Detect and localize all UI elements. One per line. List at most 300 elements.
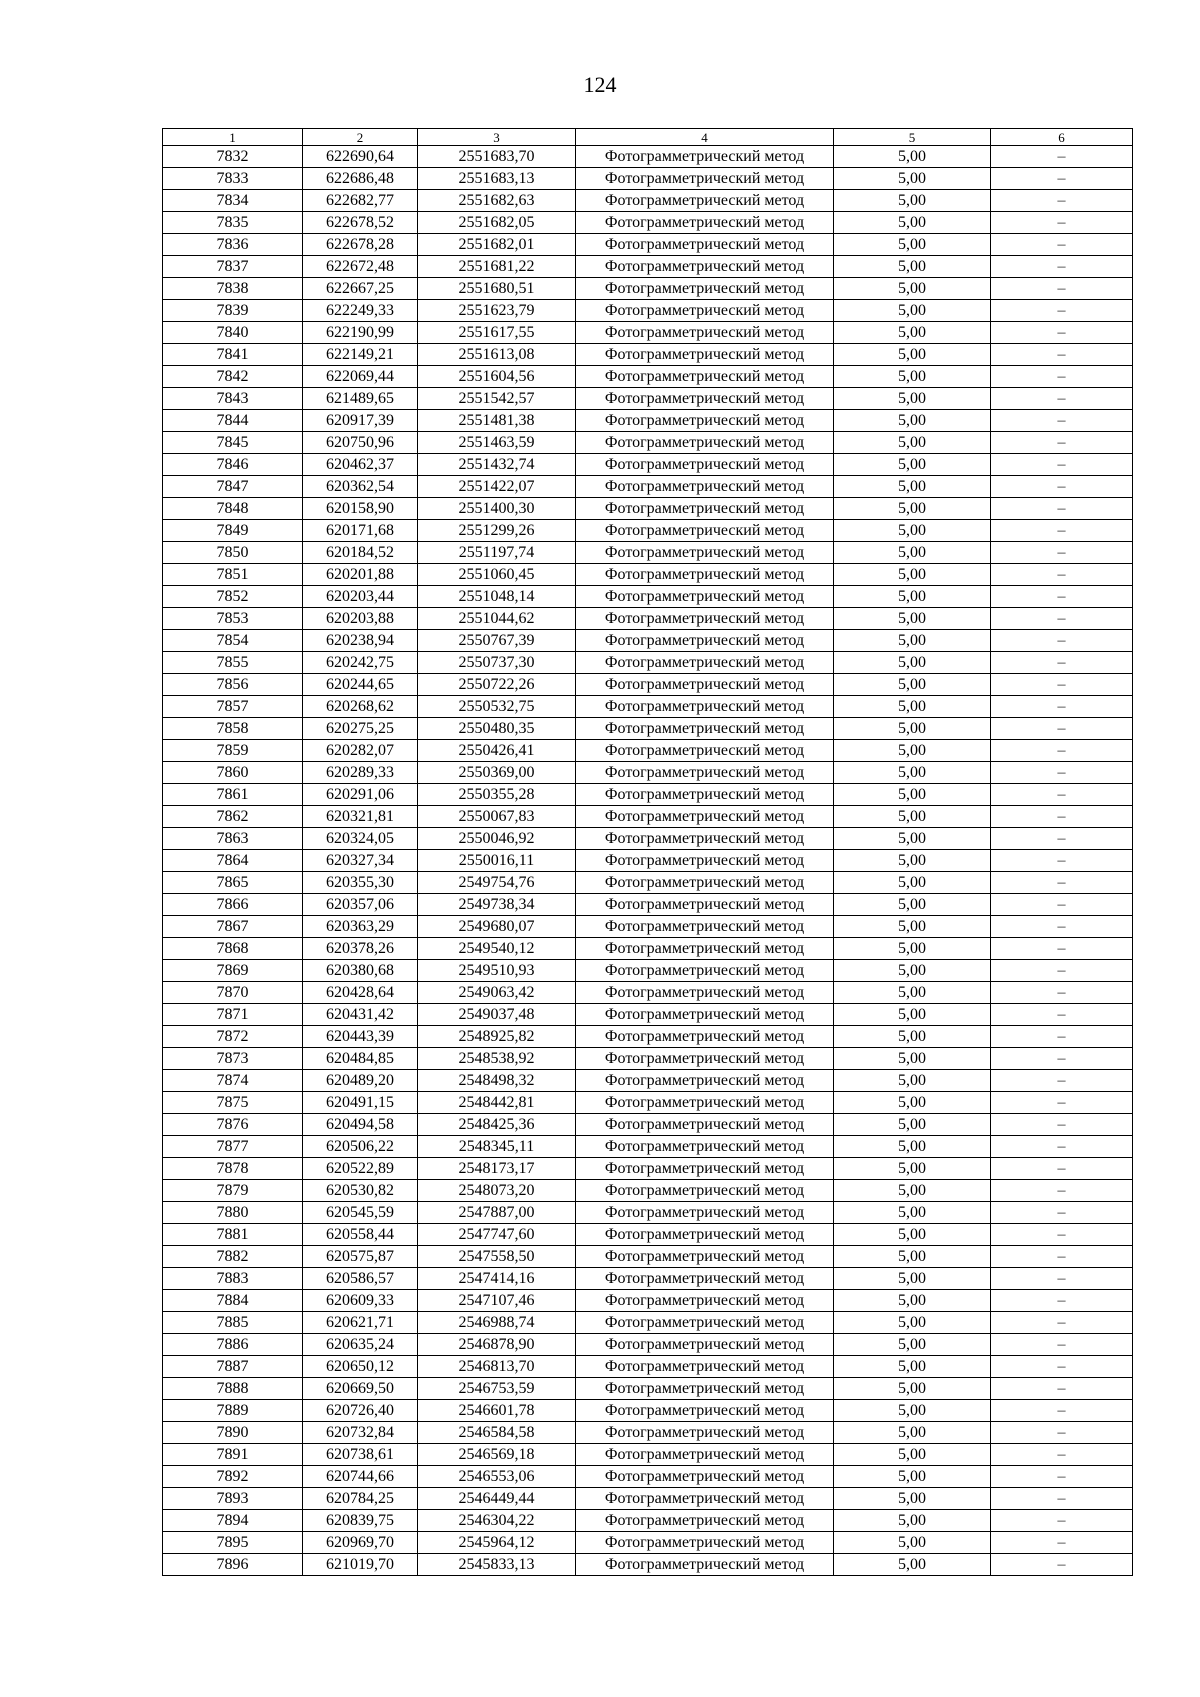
accuracy-cell: 5,00 <box>834 1246 991 1268</box>
y-coordinate-cell: 2549680,07 <box>418 916 576 938</box>
empty-cell: – <box>991 850 1133 872</box>
x-coordinate-cell: 620158,90 <box>303 498 418 520</box>
method-cell: Фотограмметрический метод <box>576 982 834 1004</box>
table-row <box>163 1048 1133 1070</box>
point-number-cell: 7886 <box>163 1334 303 1356</box>
method-cell: Фотограмметрический метод <box>576 850 834 872</box>
accuracy-cell: 5,00 <box>834 542 991 564</box>
y-coordinate-cell: 2548425,36 <box>418 1114 576 1136</box>
x-coordinate-cell: 620380,68 <box>303 960 418 982</box>
empty-cell: – <box>991 322 1133 344</box>
method-cell: Фотограмметрический метод <box>576 1092 834 1114</box>
accuracy-cell: 5,00 <box>834 1202 991 1224</box>
y-coordinate-cell: 2549738,34 <box>418 894 576 916</box>
empty-cell: – <box>991 982 1133 1004</box>
y-coordinate-cell: 2548498,32 <box>418 1070 576 1092</box>
accuracy-cell: 5,00 <box>834 1048 991 1070</box>
method-cell: Фотограмметрический метод <box>576 212 834 234</box>
y-coordinate-cell: 2548925,82 <box>418 1026 576 1048</box>
accuracy-cell: 5,00 <box>834 784 991 806</box>
y-coordinate-cell: 2551299,26 <box>418 520 576 542</box>
y-coordinate-cell: 2551044,62 <box>418 608 576 630</box>
x-coordinate-cell: 620201,88 <box>303 564 418 586</box>
y-coordinate-cell: 2551060,45 <box>418 564 576 586</box>
x-coordinate-cell: 620378,26 <box>303 938 418 960</box>
table-row <box>163 1224 1133 1246</box>
method-cell: Фотограмметрический метод <box>576 674 834 696</box>
accuracy-cell: 5,00 <box>834 212 991 234</box>
y-coordinate-cell: 2550369,00 <box>418 762 576 784</box>
accuracy-cell: 5,00 <box>834 1554 991 1576</box>
accuracy-cell: 5,00 <box>834 982 991 1004</box>
accuracy-cell: 5,00 <box>834 1334 991 1356</box>
y-coordinate-cell: 2551463,59 <box>418 432 576 454</box>
table-row <box>163 1290 1133 1312</box>
table-row <box>163 674 1133 696</box>
table-row <box>163 498 1133 520</box>
empty-cell: – <box>991 1070 1133 1092</box>
empty-cell: – <box>991 1246 1133 1268</box>
accuracy-cell: 5,00 <box>834 894 991 916</box>
method-cell: Фотограмметрический метод <box>576 498 834 520</box>
point-number-cell: 7884 <box>163 1290 303 1312</box>
accuracy-cell: 5,00 <box>834 828 991 850</box>
x-coordinate-cell: 620744,66 <box>303 1466 418 1488</box>
x-coordinate-cell: 620443,39 <box>303 1026 418 1048</box>
y-coordinate-cell: 2551683,13 <box>418 168 576 190</box>
y-coordinate-cell: 2550016,11 <box>418 850 576 872</box>
table-row <box>163 432 1133 454</box>
empty-cell: – <box>991 1114 1133 1136</box>
point-number-cell: 7895 <box>163 1532 303 1554</box>
x-coordinate-cell: 620545,59 <box>303 1202 418 1224</box>
point-number-cell: 7837 <box>163 256 303 278</box>
x-coordinate-cell: 620428,64 <box>303 982 418 1004</box>
header-cell-2: 2 <box>303 129 418 146</box>
x-coordinate-cell: 620355,30 <box>303 872 418 894</box>
y-coordinate-cell: 2551048,14 <box>418 586 576 608</box>
method-cell: Фотограмметрический метод <box>576 1444 834 1466</box>
x-coordinate-cell: 621019,70 <box>303 1554 418 1576</box>
empty-cell: – <box>991 916 1133 938</box>
method-cell: Фотограмметрический метод <box>576 190 834 212</box>
y-coordinate-cell: 2551422,07 <box>418 476 576 498</box>
accuracy-cell: 5,00 <box>834 762 991 784</box>
accuracy-cell: 5,00 <box>834 1532 991 1554</box>
empty-cell: – <box>991 894 1133 916</box>
point-number-cell: 7839 <box>163 300 303 322</box>
table-row <box>163 938 1133 960</box>
page-number: 124 <box>583 72 617 97</box>
table-row <box>163 1092 1133 1114</box>
accuracy-cell: 5,00 <box>834 1136 991 1158</box>
header-cell-4: 4 <box>576 129 834 146</box>
point-number-cell: 7843 <box>163 388 303 410</box>
point-number-cell: 7871 <box>163 1004 303 1026</box>
point-number-cell: 7851 <box>163 564 303 586</box>
point-number-cell: 7885 <box>163 1312 303 1334</box>
accuracy-cell: 5,00 <box>834 740 991 762</box>
empty-cell: – <box>991 718 1133 740</box>
empty-cell: – <box>991 344 1133 366</box>
y-coordinate-cell: 2546304,22 <box>418 1510 576 1532</box>
method-cell: Фотограмметрический метод <box>576 740 834 762</box>
y-coordinate-cell: 2551682,63 <box>418 190 576 212</box>
table-row <box>163 1070 1133 1092</box>
point-number-cell: 7848 <box>163 498 303 520</box>
method-cell: Фотограмметрический метод <box>576 278 834 300</box>
empty-cell: – <box>991 1224 1133 1246</box>
x-coordinate-cell: 620669,50 <box>303 1378 418 1400</box>
header-cell-3: 3 <box>418 129 576 146</box>
empty-cell: – <box>991 498 1133 520</box>
method-cell: Фотограмметрический метод <box>576 1114 834 1136</box>
y-coordinate-cell: 2551542,57 <box>418 388 576 410</box>
y-coordinate-cell: 2551613,08 <box>418 344 576 366</box>
accuracy-cell: 5,00 <box>834 410 991 432</box>
x-coordinate-cell: 620291,06 <box>303 784 418 806</box>
empty-cell: – <box>991 1268 1133 1290</box>
y-coordinate-cell: 2546553,06 <box>418 1466 576 1488</box>
method-cell: Фотограмметрический метод <box>576 652 834 674</box>
method-cell: Фотограмметрический метод <box>576 828 834 850</box>
x-coordinate-cell: 620491,15 <box>303 1092 418 1114</box>
table-row <box>163 894 1133 916</box>
y-coordinate-cell: 2550767,39 <box>418 630 576 652</box>
header-cell-5: 5 <box>834 129 991 146</box>
empty-cell: – <box>991 256 1133 278</box>
table-row <box>163 1026 1133 1048</box>
table-row <box>163 1202 1133 1224</box>
method-cell: Фотограмметрический метод <box>576 1334 834 1356</box>
empty-cell: – <box>991 784 1133 806</box>
y-coordinate-cell: 2546569,18 <box>418 1444 576 1466</box>
x-coordinate-cell: 620726,40 <box>303 1400 418 1422</box>
x-coordinate-cell: 622249,33 <box>303 300 418 322</box>
y-coordinate-cell: 2548538,92 <box>418 1048 576 1070</box>
point-number-cell: 7872 <box>163 1026 303 1048</box>
method-cell: Фотограмметрический метод <box>576 718 834 740</box>
empty-cell: – <box>991 1048 1133 1070</box>
method-cell: Фотограмметрический метод <box>576 872 834 894</box>
method-cell: Фотограмметрический метод <box>576 366 834 388</box>
point-number-cell: 7856 <box>163 674 303 696</box>
empty-cell: – <box>991 300 1133 322</box>
y-coordinate-cell: 2546813,70 <box>418 1356 576 1378</box>
y-coordinate-cell: 2546988,74 <box>418 1312 576 1334</box>
accuracy-cell: 5,00 <box>834 938 991 960</box>
x-coordinate-cell: 620489,20 <box>303 1070 418 1092</box>
y-coordinate-cell: 2550722,26 <box>418 674 576 696</box>
empty-cell: – <box>991 1444 1133 1466</box>
accuracy-cell: 5,00 <box>834 586 991 608</box>
method-cell: Фотограмметрический метод <box>576 1268 834 1290</box>
accuracy-cell: 5,00 <box>834 564 991 586</box>
x-coordinate-cell: 622190,99 <box>303 322 418 344</box>
x-coordinate-cell: 620462,37 <box>303 454 418 476</box>
header-cell-1: 1 <box>163 129 303 146</box>
y-coordinate-cell: 2549754,76 <box>418 872 576 894</box>
point-number-cell: 7864 <box>163 850 303 872</box>
accuracy-cell: 5,00 <box>834 146 991 168</box>
point-number-cell: 7877 <box>163 1136 303 1158</box>
y-coordinate-cell: 2550480,35 <box>418 718 576 740</box>
method-cell: Фотограмметрический метод <box>576 344 834 366</box>
x-coordinate-cell: 622690,64 <box>303 146 418 168</box>
table-row <box>163 300 1133 322</box>
y-coordinate-cell: 2550355,28 <box>418 784 576 806</box>
empty-cell: – <box>991 1378 1133 1400</box>
point-number-cell: 7847 <box>163 476 303 498</box>
method-cell: Фотограмметрический метод <box>576 1422 834 1444</box>
table-row <box>163 212 1133 234</box>
point-number-cell: 7888 <box>163 1378 303 1400</box>
x-coordinate-cell: 620586,57 <box>303 1268 418 1290</box>
x-coordinate-cell: 620484,85 <box>303 1048 418 1070</box>
header-row <box>163 129 1133 146</box>
empty-cell: – <box>991 1202 1133 1224</box>
table-row <box>163 256 1133 278</box>
x-coordinate-cell: 622672,48 <box>303 256 418 278</box>
empty-cell: – <box>991 872 1133 894</box>
method-cell: Фотограмметрический метод <box>576 1004 834 1026</box>
y-coordinate-cell: 2551197,74 <box>418 542 576 564</box>
y-coordinate-cell: 2550737,30 <box>418 652 576 674</box>
method-cell: Фотограмметрический метод <box>576 894 834 916</box>
y-coordinate-cell: 2551680,51 <box>418 278 576 300</box>
x-coordinate-cell: 622682,77 <box>303 190 418 212</box>
point-number-cell: 7896 <box>163 1554 303 1576</box>
point-number-cell: 7880 <box>163 1202 303 1224</box>
table-row <box>163 366 1133 388</box>
y-coordinate-cell: 2546878,90 <box>418 1334 576 1356</box>
empty-cell: – <box>991 1026 1133 1048</box>
table-row <box>163 1378 1133 1400</box>
method-cell: Фотограмметрический метод <box>576 542 834 564</box>
method-cell: Фотограмметрический метод <box>576 234 834 256</box>
x-coordinate-cell: 621489,65 <box>303 388 418 410</box>
accuracy-cell: 5,00 <box>834 1466 991 1488</box>
x-coordinate-cell: 620522,89 <box>303 1158 418 1180</box>
empty-cell: – <box>991 652 1133 674</box>
table-row <box>163 1532 1133 1554</box>
table-row <box>163 1510 1133 1532</box>
accuracy-cell: 5,00 <box>834 1180 991 1202</box>
y-coordinate-cell: 2551432,74 <box>418 454 576 476</box>
table-row <box>163 234 1133 256</box>
accuracy-cell: 5,00 <box>834 1070 991 1092</box>
accuracy-cell: 5,00 <box>834 1004 991 1026</box>
point-number-cell: 7834 <box>163 190 303 212</box>
point-number-cell: 7845 <box>163 432 303 454</box>
point-number-cell: 7868 <box>163 938 303 960</box>
y-coordinate-cell: 2549510,93 <box>418 960 576 982</box>
accuracy-cell: 5,00 <box>834 1378 991 1400</box>
method-cell: Фотограмметрический метод <box>576 1554 834 1576</box>
x-coordinate-cell: 620275,25 <box>303 718 418 740</box>
x-coordinate-cell: 620750,96 <box>303 432 418 454</box>
table-row <box>163 1180 1133 1202</box>
empty-cell: – <box>991 1312 1133 1334</box>
x-coordinate-cell: 620839,75 <box>303 1510 418 1532</box>
table-row <box>163 322 1133 344</box>
y-coordinate-cell: 2551682,05 <box>418 212 576 234</box>
accuracy-cell: 5,00 <box>834 674 991 696</box>
table-row <box>163 454 1133 476</box>
y-coordinate-cell: 2551681,22 <box>418 256 576 278</box>
method-cell: Фотограмметрический метод <box>576 696 834 718</box>
accuracy-cell: 5,00 <box>834 454 991 476</box>
x-coordinate-cell: 620327,34 <box>303 850 418 872</box>
point-number-cell: 7838 <box>163 278 303 300</box>
y-coordinate-cell: 2550046,92 <box>418 828 576 850</box>
y-coordinate-cell: 2547558,50 <box>418 1246 576 1268</box>
point-number-cell: 7835 <box>163 212 303 234</box>
table-row <box>163 960 1133 982</box>
point-number-cell: 7842 <box>163 366 303 388</box>
y-coordinate-cell: 2546753,59 <box>418 1378 576 1400</box>
method-cell: Фотограмметрический метод <box>576 1290 834 1312</box>
y-coordinate-cell: 2547747,60 <box>418 1224 576 1246</box>
method-cell: Фотограмметрический метод <box>576 806 834 828</box>
table-row <box>163 1268 1133 1290</box>
y-coordinate-cell: 2551400,30 <box>418 498 576 520</box>
accuracy-cell: 5,00 <box>834 1444 991 1466</box>
x-coordinate-cell: 622149,21 <box>303 344 418 366</box>
method-cell: Фотограмметрический метод <box>576 916 834 938</box>
accuracy-cell: 5,00 <box>834 608 991 630</box>
accuracy-cell: 5,00 <box>834 1114 991 1136</box>
method-cell: Фотограмметрический метод <box>576 432 834 454</box>
y-coordinate-cell: 2548442,81 <box>418 1092 576 1114</box>
accuracy-cell: 5,00 <box>834 1290 991 1312</box>
accuracy-cell: 5,00 <box>834 168 991 190</box>
x-coordinate-cell: 620268,62 <box>303 696 418 718</box>
empty-cell: – <box>991 938 1133 960</box>
y-coordinate-cell: 2551683,70 <box>418 146 576 168</box>
x-coordinate-cell: 620650,12 <box>303 1356 418 1378</box>
table-row <box>163 718 1133 740</box>
accuracy-cell: 5,00 <box>834 872 991 894</box>
x-coordinate-cell: 620431,42 <box>303 1004 418 1026</box>
method-cell: Фотограмметрический метод <box>576 300 834 322</box>
point-number-cell: 7854 <box>163 630 303 652</box>
method-cell: Фотограмметрический метод <box>576 520 834 542</box>
method-cell: Фотограмметрический метод <box>576 608 834 630</box>
empty-cell: – <box>991 454 1133 476</box>
table-row <box>163 608 1133 630</box>
empty-cell: – <box>991 564 1133 586</box>
table-row <box>163 1334 1133 1356</box>
method-cell: Фотограмметрический метод <box>576 476 834 498</box>
y-coordinate-cell: 2549037,48 <box>418 1004 576 1026</box>
empty-cell: – <box>991 432 1133 454</box>
accuracy-cell: 5,00 <box>834 1356 991 1378</box>
point-number-cell: 7857 <box>163 696 303 718</box>
table-row <box>163 850 1133 872</box>
table-row <box>163 542 1133 564</box>
x-coordinate-cell: 620530,82 <box>303 1180 418 1202</box>
table-row <box>163 982 1133 1004</box>
x-coordinate-cell: 620357,06 <box>303 894 418 916</box>
y-coordinate-cell: 2547107,46 <box>418 1290 576 1312</box>
x-coordinate-cell: 620203,44 <box>303 586 418 608</box>
method-cell: Фотограмметрический метод <box>576 1532 834 1554</box>
table-row <box>163 784 1133 806</box>
method-cell: Фотограмметрический метод <box>576 410 834 432</box>
empty-cell: – <box>991 1092 1133 1114</box>
y-coordinate-cell: 2546601,78 <box>418 1400 576 1422</box>
point-number-cell: 7875 <box>163 1092 303 1114</box>
empty-cell: – <box>991 542 1133 564</box>
y-coordinate-cell: 2546584,58 <box>418 1422 576 1444</box>
method-cell: Фотограмметрический метод <box>576 564 834 586</box>
point-number-cell: 7887 <box>163 1356 303 1378</box>
y-coordinate-cell: 2548073,20 <box>418 1180 576 1202</box>
point-number-cell: 7873 <box>163 1048 303 1070</box>
accuracy-cell: 5,00 <box>834 1400 991 1422</box>
table-row <box>163 520 1133 542</box>
accuracy-cell: 5,00 <box>834 278 991 300</box>
table-row <box>163 564 1133 586</box>
method-cell: Фотограмметрический метод <box>576 1510 834 1532</box>
method-cell: Фотограмметрический метод <box>576 322 834 344</box>
method-cell: Фотограмметрический метод <box>576 1070 834 1092</box>
y-coordinate-cell: 2551604,56 <box>418 366 576 388</box>
table-row <box>163 344 1133 366</box>
x-coordinate-cell: 622678,28 <box>303 234 418 256</box>
accuracy-cell: 5,00 <box>834 234 991 256</box>
point-number-cell: 7840 <box>163 322 303 344</box>
x-coordinate-cell: 620362,54 <box>303 476 418 498</box>
empty-cell: – <box>991 1004 1133 1026</box>
method-cell: Фотограмметрический метод <box>576 388 834 410</box>
accuracy-cell: 5,00 <box>834 520 991 542</box>
empty-cell: – <box>991 1158 1133 1180</box>
x-coordinate-cell: 620784,25 <box>303 1488 418 1510</box>
method-cell: Фотограмметрический метод <box>576 784 834 806</box>
empty-cell: – <box>991 366 1133 388</box>
y-coordinate-cell: 2551682,01 <box>418 234 576 256</box>
method-cell: Фотограмметрический метод <box>576 1136 834 1158</box>
y-coordinate-cell: 2550426,41 <box>418 740 576 762</box>
table-row <box>163 388 1133 410</box>
point-number-cell: 7883 <box>163 1268 303 1290</box>
point-number-cell: 7879 <box>163 1180 303 1202</box>
y-coordinate-cell: 2547887,00 <box>418 1202 576 1224</box>
x-coordinate-cell: 620244,65 <box>303 674 418 696</box>
empty-cell: – <box>991 388 1133 410</box>
point-number-cell: 7865 <box>163 872 303 894</box>
accuracy-cell: 5,00 <box>834 432 991 454</box>
accuracy-cell: 5,00 <box>834 1224 991 1246</box>
accuracy-cell: 5,00 <box>834 366 991 388</box>
x-coordinate-cell: 620242,75 <box>303 652 418 674</box>
point-number-cell: 7869 <box>163 960 303 982</box>
empty-cell: – <box>991 1466 1133 1488</box>
x-coordinate-cell: 620635,24 <box>303 1334 418 1356</box>
accuracy-cell: 5,00 <box>834 1158 991 1180</box>
empty-cell: – <box>991 234 1133 256</box>
empty-cell: – <box>991 476 1133 498</box>
point-number-cell: 7881 <box>163 1224 303 1246</box>
table-row <box>163 1356 1133 1378</box>
point-number-cell: 7894 <box>163 1510 303 1532</box>
method-cell: Фотограмметрический метод <box>576 586 834 608</box>
point-number-cell: 7858 <box>163 718 303 740</box>
accuracy-cell: 5,00 <box>834 960 991 982</box>
point-number-cell: 7863 <box>163 828 303 850</box>
